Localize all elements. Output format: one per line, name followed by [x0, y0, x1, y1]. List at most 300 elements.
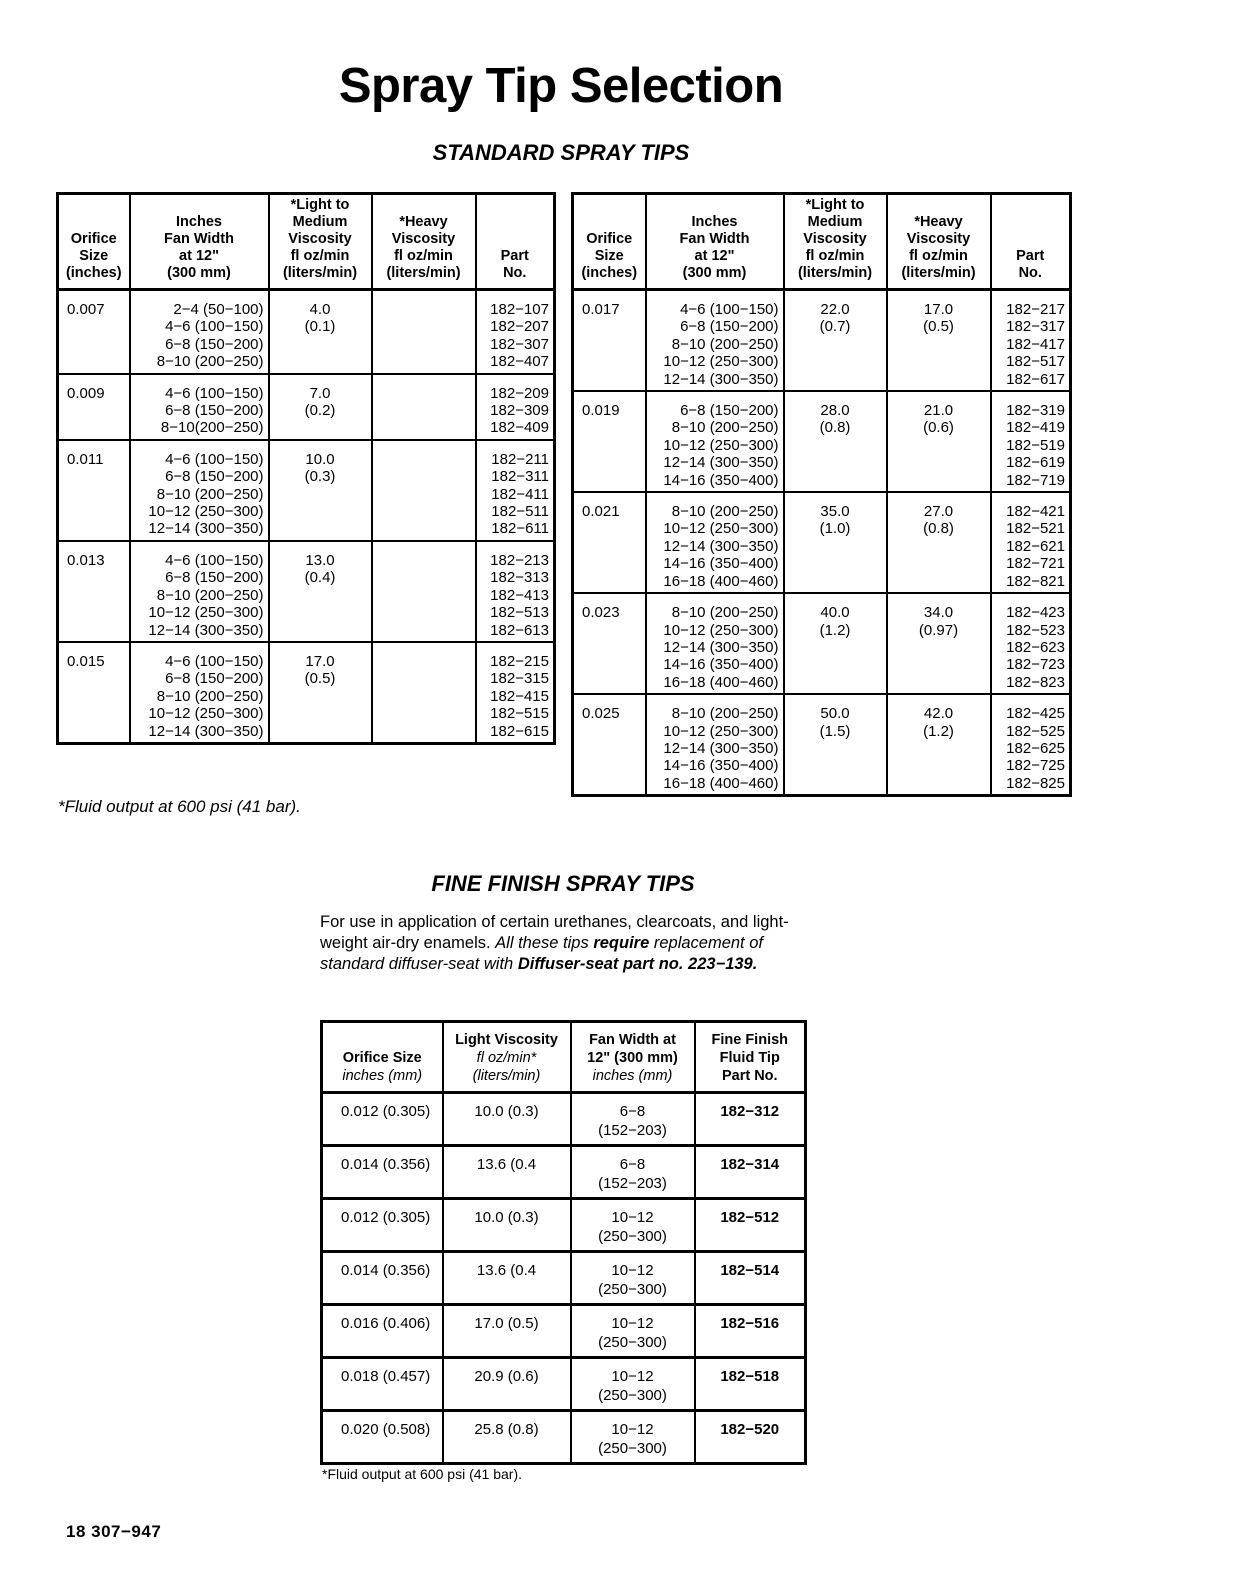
light-viscosity: 35.0 [820, 503, 850, 521]
part-no: 182−217 [1006, 301, 1065, 318]
table-row [573, 391, 1071, 492]
fan-width: 14−16 (350−400) [663, 555, 779, 573]
fan-width: 6−8 (150−200) [165, 402, 264, 420]
part-no: 182−615 [490, 722, 549, 740]
header-line: fl oz/min [290, 248, 350, 264]
fan-width: (152−203) [598, 1122, 667, 1139]
orifice-size: 0.012 (0.305) [341, 1103, 431, 1120]
light-viscosity: 10.0 (0.3) [474, 1103, 539, 1120]
part-no-cell [991, 290, 1071, 392]
fan-width: (250−300) [598, 1334, 667, 1351]
part-no-cell [991, 593, 1071, 694]
fan-width: 10−12 [611, 1368, 654, 1385]
part-no: 182−315 [490, 670, 549, 688]
light-viscosity: 10.0 [305, 450, 335, 468]
fan-width: 10−12 (250−300) [663, 353, 779, 371]
intro-italic-2: replacement of standard diffuser-seat with [320, 934, 763, 973]
header-line: fl oz/min [805, 248, 865, 264]
table-row [58, 541, 555, 642]
part-no: 182−413 [490, 586, 549, 604]
header-line: at 12" [179, 248, 219, 264]
header-line: *Heavy [914, 214, 963, 230]
fan-width: (250−300) [598, 1387, 667, 1404]
light-viscosity: (0.2) [304, 402, 336, 420]
orifice-size-cell [322, 1199, 443, 1252]
orifice-size-cell [322, 1146, 443, 1199]
fan-width-cell [571, 1358, 695, 1411]
orifice-size: 0.025 [582, 705, 620, 723]
part-no: 182−317 [1006, 318, 1065, 336]
orifice-size-cell [573, 694, 646, 796]
fan-width-cell [571, 1252, 695, 1305]
fine-finish-intro [320, 912, 810, 975]
heavy-viscosity-cell [372, 290, 476, 374]
header-orifice [573, 194, 646, 290]
part-no-cell [476, 642, 555, 744]
heavy-viscosity: (0.8) [923, 520, 954, 538]
heavy-viscosity: 27.0 [923, 503, 954, 521]
light-viscosity: (0.4) [304, 569, 336, 587]
part-no: 182−525 [1006, 722, 1065, 740]
part-no: 182−425 [1006, 705, 1065, 723]
heavy-viscosity-cell [372, 642, 476, 744]
header-heavy [372, 194, 476, 290]
table-row [322, 1305, 806, 1358]
heavy-viscosity-cell [887, 593, 991, 694]
page-title: Spray Tip Selection [338, 59, 784, 113]
header-line: Viscosity [906, 231, 971, 247]
part-no-cell [476, 541, 555, 642]
light-viscosity-cell [784, 391, 887, 492]
part-no: 182−825 [1006, 774, 1065, 792]
heavy-viscosity: (0.5) [923, 318, 954, 336]
orifice-size: 0.021 [582, 503, 620, 521]
part-no: 182−518 [720, 1368, 780, 1385]
fan-width: 6−8 (150−200) [680, 318, 779, 336]
orifice-size-cell [58, 642, 130, 744]
header-line: fl oz/min [394, 248, 453, 264]
heavy-viscosity: (0.97) [918, 621, 959, 639]
heavy-viscosity: (1.2) [923, 722, 954, 740]
orifice-size-cell [322, 1093, 443, 1146]
fan-width-cell [130, 541, 269, 642]
part-no: 182−319 [1006, 402, 1065, 420]
part-no-cell [991, 492, 1071, 593]
fan-width-cell [646, 391, 784, 492]
light-viscosity: (1.2) [819, 621, 851, 639]
table-row [322, 1358, 806, 1411]
light-viscosity-cell [443, 1358, 571, 1411]
fan-width: 6−8 (150−200) [680, 402, 779, 420]
header-line: at 12" [694, 248, 735, 264]
part-no-cell [476, 290, 555, 374]
header-line: (liters/min) [282, 265, 358, 281]
fan-width: 12−14 (300−350) [663, 537, 779, 555]
fan-width: 8−10(200−250) [160, 419, 264, 437]
heavy-viscosity-cell [887, 290, 991, 392]
orifice-size: 0.017 [582, 301, 620, 318]
fan-width: 10−12 [611, 1421, 654, 1438]
part-no: 182−621 [1006, 537, 1065, 555]
table-row [58, 440, 555, 541]
fan-width: 4−6 (100−150) [165, 652, 264, 670]
fan-width: 8−10 (200−250) [671, 705, 779, 723]
header-line: Viscosity [391, 231, 456, 247]
orifice-size: 0.014 (0.356) [341, 1156, 431, 1173]
light-viscosity-cell [784, 694, 887, 796]
part-no: 182−213 [490, 551, 549, 569]
header-line: Orifice [586, 231, 633, 247]
light-viscosity-cell [269, 541, 372, 642]
light-viscosity: 50.0 [820, 705, 850, 723]
light-viscosity: 13.0 [305, 551, 335, 569]
table-row [573, 290, 1071, 392]
light-viscosity-cell [443, 1305, 571, 1358]
fan-width: 8−10 (200−250) [671, 335, 779, 353]
orifice-size-cell [58, 374, 130, 440]
page-number: 18 307−947 [66, 1522, 162, 1541]
standard-tips-table-left [56, 192, 556, 745]
header-line: Inches [691, 214, 738, 230]
fan-width: 10−12 (250−300) [663, 722, 779, 740]
intro-bold-2: Diffuser-seat part no. 223−139. [517, 955, 758, 973]
fan-width-cell [646, 290, 784, 392]
fan-width: 12−14 (300−350) [148, 621, 264, 639]
orifice-size-cell [58, 290, 130, 374]
header-line: Inches [176, 214, 222, 230]
header-light [784, 194, 887, 290]
table-row [322, 1146, 806, 1199]
light-viscosity: 7.0 [309, 384, 331, 402]
light-viscosity: 28.0 [820, 402, 850, 420]
header-line: Size [594, 248, 624, 264]
header-line: No. [1018, 265, 1042, 281]
header-orifice [58, 194, 130, 290]
part-no: 182−823 [1006, 673, 1065, 691]
fan-width: 12−14 (300−350) [663, 454, 779, 472]
part-no: 182−725 [1006, 757, 1065, 775]
light-viscosity-cell [443, 1199, 571, 1252]
fan-width-cell [130, 290, 269, 374]
heavy-viscosity-cell [887, 694, 991, 796]
header-light-viscosity: Light Viscosity fl oz/min* (liters/min) [443, 1022, 571, 1093]
orifice-size: 0.007 [67, 301, 105, 318]
fan-width: 10−12 [611, 1262, 654, 1279]
fan-width: 14−16 (350−400) [663, 656, 779, 674]
orifice-size-cell [322, 1252, 443, 1305]
part-no: 182−411 [491, 485, 549, 503]
fan-width: 4−6 (100−150) [680, 301, 779, 318]
fan-width: 10−12 [611, 1209, 654, 1226]
part-no: 182−517 [1006, 353, 1065, 371]
fan-width: 12−14 (300−350) [663, 739, 779, 757]
part-no: 182−625 [1006, 739, 1065, 757]
header-line: Fan Width [679, 231, 750, 247]
part-no: 182−511 [491, 503, 549, 521]
light-viscosity: 17.0 (0.5) [474, 1315, 539, 1332]
light-viscosity: 40.0 [820, 604, 850, 622]
fan-width-cell [130, 642, 269, 744]
header-line: Part [1016, 248, 1045, 264]
light-viscosity-cell [443, 1411, 571, 1464]
fan-width: 4−6 (100−150) [165, 318, 264, 336]
fan-width: 4−6 (100−150) [165, 551, 264, 569]
part-no: 182−623 [1006, 638, 1065, 656]
part-no: 182−523 [1006, 621, 1065, 639]
header-line: (inches) [65, 265, 122, 281]
header-line: (inches) [581, 265, 638, 281]
orifice-size: 0.011 [67, 450, 104, 468]
light-viscosity-cell [784, 290, 887, 392]
table-row [573, 694, 1071, 796]
part-no: 182−421 [1006, 503, 1065, 521]
header-fan [646, 194, 784, 290]
light-viscosity: (0.1) [304, 318, 336, 336]
part-no: 182−723 [1006, 656, 1065, 674]
heavy-viscosity: 21.0 [923, 402, 954, 420]
orifice-size-cell [322, 1411, 443, 1464]
fine-finish-section-title: FINE FINISH SPRAY TIPS [431, 871, 695, 896]
part-no: 182−617 [1006, 370, 1065, 388]
light-viscosity: 20.9 (0.6) [474, 1368, 539, 1385]
part-no: 182−821 [1006, 572, 1065, 590]
orifice-size-cell [573, 492, 646, 593]
orifice-size: 0.014 (0.356) [341, 1262, 431, 1279]
part-no: 182−215 [490, 652, 549, 670]
light-viscosity: (1.0) [819, 520, 851, 538]
header-line: Medium [292, 214, 348, 230]
fan-width: (250−300) [598, 1281, 667, 1298]
fan-width: 16−18 (400−460) [663, 774, 779, 792]
fan-width: (250−300) [598, 1440, 667, 1457]
standard-tips-table-right [571, 192, 1072, 797]
header-line: (liters/min) [386, 265, 461, 281]
fan-width-cell [130, 440, 269, 541]
header-line: fl oz/min [909, 248, 968, 264]
part-no: 182−515 [490, 705, 549, 723]
header-line: (liters/min) [901, 265, 976, 281]
part-no: 182−107 [490, 301, 549, 318]
orifice-size-cell [573, 593, 646, 694]
table-header-row [58, 194, 555, 290]
part-no-cell [695, 1358, 806, 1411]
part-no: 182−520 [720, 1421, 780, 1438]
part-no: 182−514 [720, 1262, 780, 1279]
fan-width: 16−18 (400−460) [663, 673, 779, 691]
header-line: (300 mm) [682, 265, 747, 281]
fan-width-cell [130, 374, 269, 440]
part-no: 182−516 [720, 1315, 780, 1332]
part-no: 182−313 [490, 569, 549, 587]
header-line: (liters/min) [797, 265, 873, 281]
light-viscosity: 25.8 (0.8) [474, 1421, 539, 1438]
heavy-viscosity-cell [372, 541, 476, 642]
fan-width: 12−14 (300−350) [148, 722, 264, 740]
table-header-row [322, 1022, 806, 1093]
fan-width: 8−10 (200−250) [156, 586, 264, 604]
standard-section-title: STANDARD SPRAY TIPS [432, 140, 690, 165]
part-no-cell [695, 1411, 806, 1464]
part-no: 182−311 [491, 468, 549, 486]
light-viscosity-cell [784, 593, 887, 694]
light-viscosity: (0.8) [819, 419, 851, 437]
light-viscosity: (0.5) [304, 670, 336, 688]
table-row [58, 642, 555, 744]
intro-bold-1: require [593, 934, 650, 952]
header-line: Viscosity [288, 231, 352, 247]
part-no: 182−613 [490, 621, 549, 639]
fan-width-cell [571, 1411, 695, 1464]
light-viscosity: 10.0 (0.3) [474, 1209, 539, 1226]
fan-width-cell [646, 694, 784, 796]
part-no: 182−312 [720, 1103, 780, 1120]
orifice-size: 0.015 [67, 652, 105, 670]
part-no-cell [695, 1199, 806, 1252]
orifice-size-cell [322, 1305, 443, 1358]
part-no: 182−309 [490, 402, 549, 420]
table-row [573, 492, 1071, 593]
table-header-row [573, 194, 1071, 290]
header-line: Part [500, 248, 529, 264]
fan-width: 16−18 (400−460) [663, 572, 779, 590]
header-line: Fan Width [164, 231, 234, 247]
orifice-size: 0.016 (0.406) [341, 1315, 431, 1332]
fan-width: 6−8 (150−200) [165, 569, 264, 587]
header-heavy [887, 194, 991, 290]
light-viscosity-cell [443, 1252, 571, 1305]
fan-width-cell [571, 1199, 695, 1252]
heavy-viscosity-cell [887, 391, 991, 492]
fan-width: 4−6 (100−150) [165, 450, 264, 468]
heavy-viscosity-cell [372, 374, 476, 440]
light-viscosity: 17.0 [305, 652, 335, 670]
part-no: 182−415 [490, 687, 549, 705]
fan-width: 14−16 (350−400) [663, 757, 779, 775]
light-viscosity: 22.0 [820, 301, 850, 318]
fan-width: 12−14 (300−350) [663, 638, 779, 656]
part-no: 182−513 [490, 604, 549, 622]
fan-width: 10−12 (250−300) [148, 705, 264, 723]
orifice-size-cell [58, 541, 130, 642]
table-row [322, 1093, 806, 1146]
part-no: 182−521 [1006, 520, 1065, 538]
part-no: 182−719 [1006, 471, 1065, 489]
header-fan [130, 194, 269, 290]
orifice-size-cell [573, 391, 646, 492]
part-no-cell [695, 1252, 806, 1305]
orifice-size: 0.013 [67, 551, 105, 569]
header-line: Size [79, 248, 109, 264]
table-row [322, 1252, 806, 1305]
part-no: 182−417 [1006, 335, 1065, 353]
heavy-viscosity-cell [372, 440, 476, 541]
light-viscosity: 4.0 [309, 301, 331, 318]
light-viscosity: (1.5) [819, 722, 851, 740]
part-no-cell [695, 1305, 806, 1358]
light-viscosity: (0.7) [819, 318, 851, 336]
light-viscosity-cell [269, 374, 372, 440]
fan-width: 10−12 (250−300) [663, 520, 779, 538]
fan-width: 12−14 (300−350) [663, 370, 779, 388]
intro-plain: For use in application of certain urethanes, clearcoats, and light-weight air-dry enamels. [320, 913, 789, 952]
header-part-no: Fine Finish Fluid Tip Part No. [695, 1022, 806, 1093]
fan-width: 8−10 (200−250) [156, 485, 264, 503]
orifice-size: 0.020 (0.508) [341, 1421, 431, 1438]
table-row [322, 1411, 806, 1464]
orifice-size-cell [322, 1358, 443, 1411]
header-line: Medium [807, 214, 863, 230]
heavy-viscosity: (0.6) [923, 419, 954, 437]
header-line: *Light to [805, 197, 865, 213]
header-part [476, 194, 555, 290]
fan-width: 2−4 (50−100) [173, 301, 264, 318]
header-line: (300 mm) [167, 265, 231, 281]
part-no: 182−209 [490, 384, 549, 402]
fan-width: 8−10 (200−250) [671, 604, 779, 622]
standard-footnote: *Fluid output at 600 psi (41 bar). [58, 797, 301, 816]
fine-finish-footnote: *Fluid output at 600 psi (41 bar). [322, 1466, 523, 1482]
part-no: 182−419 [1006, 419, 1065, 437]
header-line: Viscosity [803, 231, 867, 247]
fan-width-cell [571, 1146, 695, 1199]
fan-width: 10−12 (250−300) [148, 604, 264, 622]
part-no: 182−423 [1006, 604, 1065, 622]
fan-width: 10−12 [611, 1315, 654, 1332]
fan-width: 10−12 (250−300) [663, 436, 779, 454]
fan-width: (250−300) [598, 1228, 667, 1245]
header-orifice-size: Orifice Size inches (mm) [322, 1022, 443, 1093]
orifice-size-cell [573, 290, 646, 392]
fan-width: 10−12 (250−300) [663, 621, 779, 639]
part-no: 182−721 [1006, 555, 1065, 573]
part-no-cell [695, 1093, 806, 1146]
orifice-size: 0.012 (0.305) [341, 1209, 431, 1226]
light-viscosity-cell [443, 1093, 571, 1146]
table-row [573, 593, 1071, 694]
light-viscosity: 13.6 (0.4 [476, 1156, 537, 1173]
part-no-cell [476, 374, 555, 440]
part-no: 182−314 [720, 1156, 780, 1173]
light-viscosity: 13.6 (0.4 [476, 1262, 537, 1279]
fan-width: 8−10 (200−250) [156, 687, 264, 705]
part-no-cell [695, 1146, 806, 1199]
light-viscosity-cell [269, 642, 372, 744]
fan-width-cell [571, 1093, 695, 1146]
fan-width: 8−10 (200−250) [671, 419, 779, 437]
fan-width: 10−12 (250−300) [148, 503, 264, 521]
light-viscosity-cell [784, 492, 887, 593]
fan-width: 8−10 (200−250) [671, 503, 779, 521]
fine-finish-table [320, 1020, 807, 1465]
header-line: No. [503, 265, 527, 281]
fan-width: 6−8 (150−200) [165, 335, 264, 353]
header-fan-width: Fan Width at 12" (300 mm) inches (mm) [571, 1022, 695, 1093]
fan-width: 12−14 (300−350) [148, 520, 264, 538]
light-viscosity: (0.3) [304, 468, 336, 486]
fan-width: 6−8 (150−200) [165, 670, 264, 688]
fan-width: (152−203) [598, 1175, 667, 1192]
light-viscosity-cell [269, 290, 372, 374]
header-line: *Heavy [399, 214, 448, 230]
fan-width: 6−8 [619, 1103, 646, 1120]
header-line: *Light to [290, 197, 350, 213]
part-no: 182−211 [491, 450, 549, 468]
heavy-viscosity: 17.0 [923, 301, 954, 318]
fan-width: 14−16 (350−400) [663, 471, 779, 489]
part-no: 182−512 [720, 1209, 780, 1226]
part-no: 182−619 [1006, 454, 1065, 472]
part-no-cell [991, 391, 1071, 492]
